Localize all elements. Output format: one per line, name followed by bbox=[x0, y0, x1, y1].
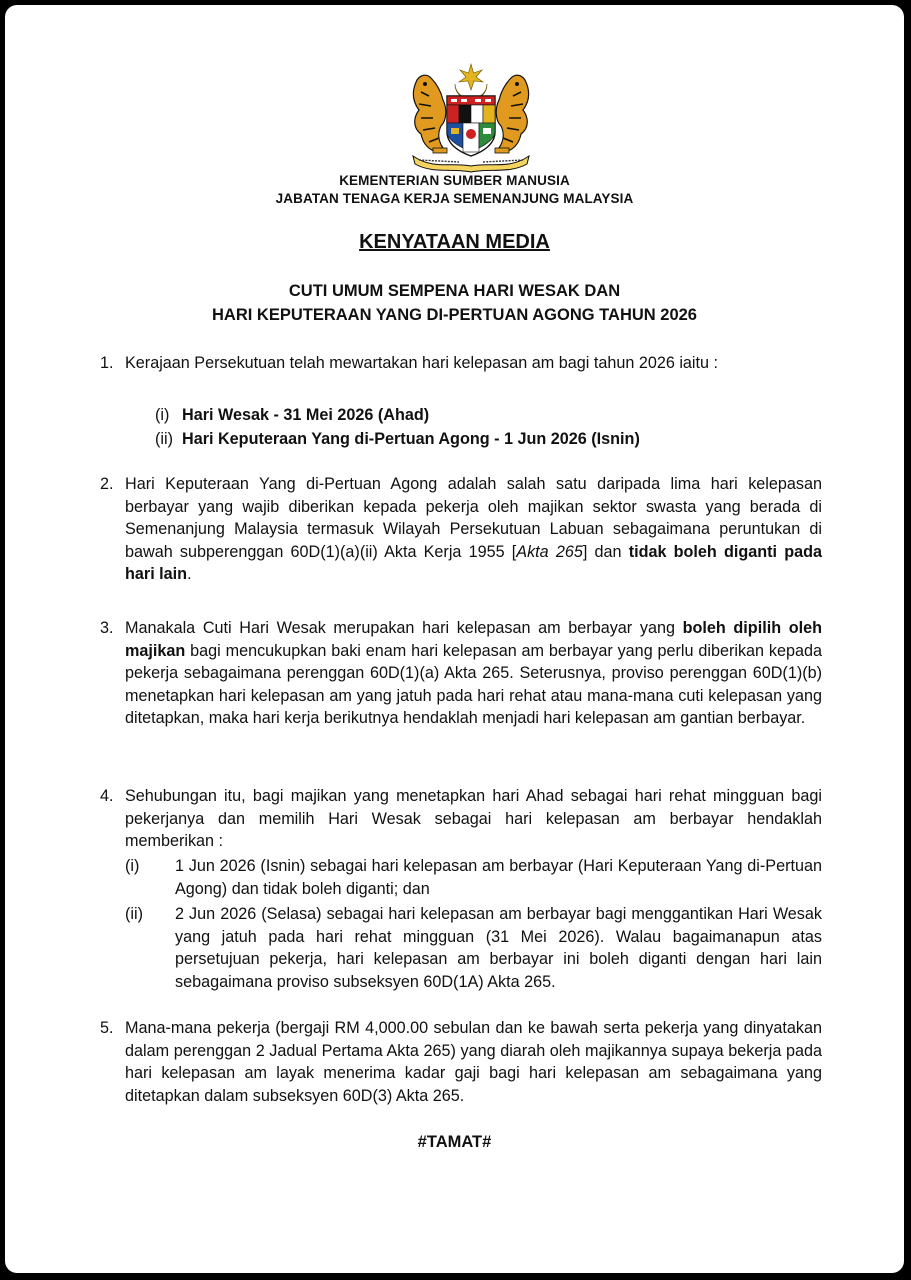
paragraph-2 bbox=[100, 473, 822, 586]
paragraph-4 bbox=[100, 785, 822, 853]
list-item-text: Hari Keputeraan Yang di-Pertuan Agong - 1 Jun 2026 (Isnin) bbox=[182, 430, 640, 448]
department-name: JABATAN TENAGA KERJA SEMENANJUNG MALAYSIA bbox=[275, 191, 634, 206]
subtitle-line-2: HARI KEPUTERAAN YANG DI-PERTUAN AGONG TAHUN 2026 bbox=[212, 306, 697, 324]
text-run: bagi mencukupkan baki enam hari kelepasan am berbayar yang perlu diberikan kepada pekerja sebagaimana perenggan 60D(1)(a) Akta 265. Seterusnya, proviso perenggan 60D(1)(b) menetapkan hari kelepasan am yang jatuh pada hari rehat atau mana-mana cuti kelepasan yang ditetapkan, maka hari kerja berikutnya hendaklah menjadi hari kelepasan am gantian berbayar. bbox=[125, 641, 822, 727]
list-item-text: 2 Jun 2026 (Selasa) sebagai hari kelepasan am berbayar bagi menggantikan Hari Wesak yang jatuh pada hari rehat mingguan (31 Mei 2026). Walau bagaimanapun atas persetujuan pekerja, hari kelepasan am berbayar ini boleh diganti dengan hari lain sebagaimana proviso subseksyen 60D(1A) Akta 265. bbox=[175, 905, 822, 991]
list-item bbox=[125, 903, 822, 993]
end-marker: #TAMAT# bbox=[417, 1133, 492, 1151]
paragraph-number: 4. bbox=[100, 787, 114, 805]
ministry-name: KEMENTERIAN SUMBER MANUSIA bbox=[339, 173, 570, 188]
paragraph-text: Mana-mana pekerja (bergaji RM 4,000.00 sebulan dan ke bawah serta pekerja yang dinyatakan dalam perenggan 2 Jadual Pertama Akta 265) yang diarah oleh majikannya supaya bekerja pada hari kelepasan am layak menerima kadar gaji bagi hari kelepasan am sebagaimana yang ditetapkan dalam subseksyen 60D(3) Akta 265. bbox=[125, 1019, 822, 1105]
document-page bbox=[5, 5, 904, 1273]
emphasis-text: tidak boleh diganti pada hari lain bbox=[125, 542, 822, 583]
act-reference: Akta 265 bbox=[516, 542, 583, 561]
text-run: Manakala Cuti Hari Wesak merupakan hari kelepasan am berbayar yang bbox=[125, 619, 683, 637]
text-run: ] dan bbox=[582, 542, 629, 561]
paragraph-number: 3. bbox=[100, 619, 114, 637]
list-item-text: 1 Jun 2026 (Isnin) sebagai hari kelepasan am berbayar (Hari Keputeraan Yang di-Pertuan Agong) dan tidak boleh diganti; dan bbox=[175, 857, 822, 898]
list-item-number: (i) bbox=[155, 406, 170, 424]
list-item bbox=[155, 403, 429, 427]
list-item-number: (i) bbox=[125, 857, 140, 875]
document-title: KENYATAAN MEDIA bbox=[359, 231, 550, 253]
paragraph-3 bbox=[100, 617, 822, 730]
malaysia-coat-of-arms-icon bbox=[403, 62, 539, 174]
list-item bbox=[125, 855, 822, 900]
paragraph-text bbox=[125, 617, 822, 730]
paragraph-text bbox=[125, 473, 822, 586]
text-run: Hari Keputeraan Yang di-Pertuan Agong adalah salah satu daripada lima hari kelepasan berbayar yang wajib diberikan kepada pekerja oleh majikan sektor swasta yang berada di Semenanjung Malaysia termasuk Wilayah Persekutuan Labuan sebagaimana peruntukan di bawah subperenggan 60D(1)(a)(ii) Akta Kerja 1955 [ bbox=[125, 475, 822, 561]
paragraph-number: 1. bbox=[100, 354, 114, 372]
paragraph-text: Sehubungan itu, bagi majikan yang menetapkan hari Ahad sebagai hari rehat mingguan bagi pekerjanya dan memilih Hari Wesak sebagai hari kelepasan am berbayar hendaklah memberikan : bbox=[125, 787, 822, 850]
paragraph-text: Kerajaan Persekutuan telah mewartakan hari kelepasan am bagi tahun 2026 iaitu : bbox=[125, 354, 719, 372]
subtitle-line-1: CUTI UMUM SEMPENA HARI WESAK DAN bbox=[288, 282, 621, 300]
list-item-number: (ii) bbox=[125, 905, 143, 923]
paragraph-number: 5. bbox=[100, 1019, 114, 1037]
text-run: . bbox=[187, 565, 192, 583]
list-item-text: Hari Wesak - 31 Mei 2026 (Ahad) bbox=[182, 406, 430, 424]
list-item-number: (ii) bbox=[155, 430, 173, 448]
paragraph-1 bbox=[100, 352, 822, 375]
paragraph-5 bbox=[100, 1017, 822, 1107]
paragraph-number: 2. bbox=[100, 475, 114, 493]
emphasis-text: boleh dipilih oleh majikan bbox=[125, 619, 823, 660]
list-item bbox=[155, 427, 640, 451]
